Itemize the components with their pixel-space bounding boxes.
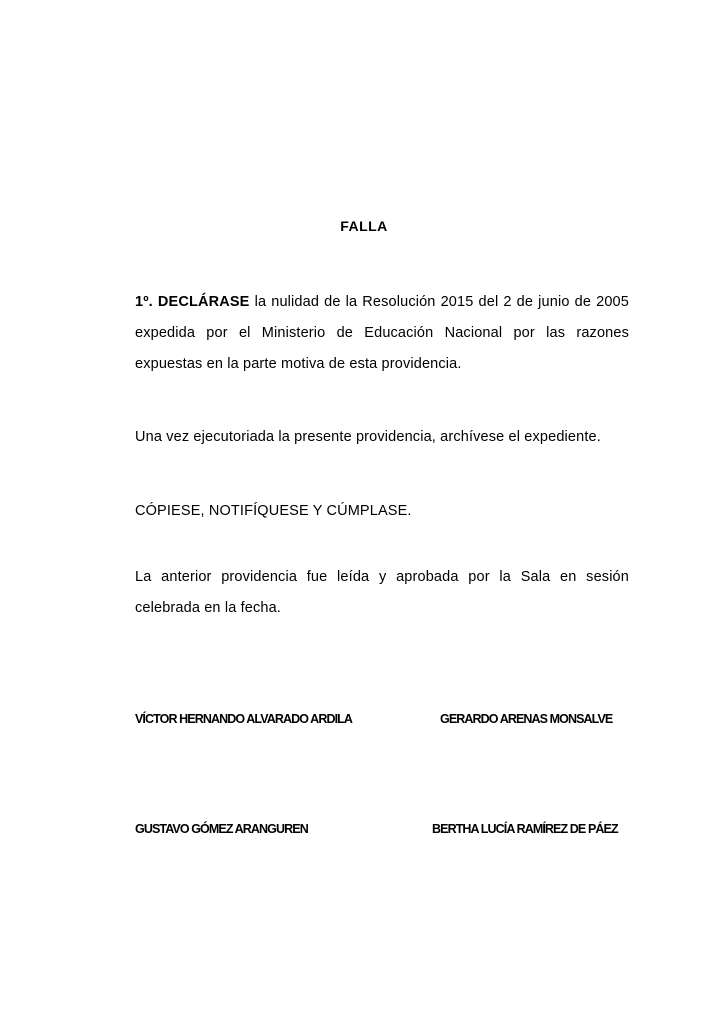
signature-name: GUSTAVO GÓMEZ ARANGUREN (135, 822, 308, 836)
resolution-text: la nulidad de la Resolución 2015 del 2 de junio de 2005 expedida por el Ministerio de Educación Nacional por las razones expuestas en la parte motiva de esta providencia. (135, 294, 629, 372)
resolution-verb: DECLÁRASE (157, 294, 250, 310)
approval-paragraph: La anterior providencia fue leída y aprobada por la Sala en sesión celebrada en la fecha. (135, 569, 629, 616)
signature-name: VÍCTOR HERNANDO ALVARADO ARDILA (135, 712, 353, 726)
resolution-number: 1º. (135, 294, 153, 310)
signature-name: GERARDO ARENAS MONSALVE (440, 712, 613, 726)
section-heading: FALLA (340, 218, 388, 234)
resolution-paragraph (135, 287, 629, 380)
archive-paragraph: Una vez ejecutoriada la presente providencia, archívese el expediente. (135, 429, 601, 445)
order-paragraph: CÓPIESE, NOTIFÍQUESE Y CÚMPLASE. (135, 503, 412, 519)
signature-name: BERTHA LUCÍA RAMÍREZ DE PÁEZ (432, 822, 618, 836)
